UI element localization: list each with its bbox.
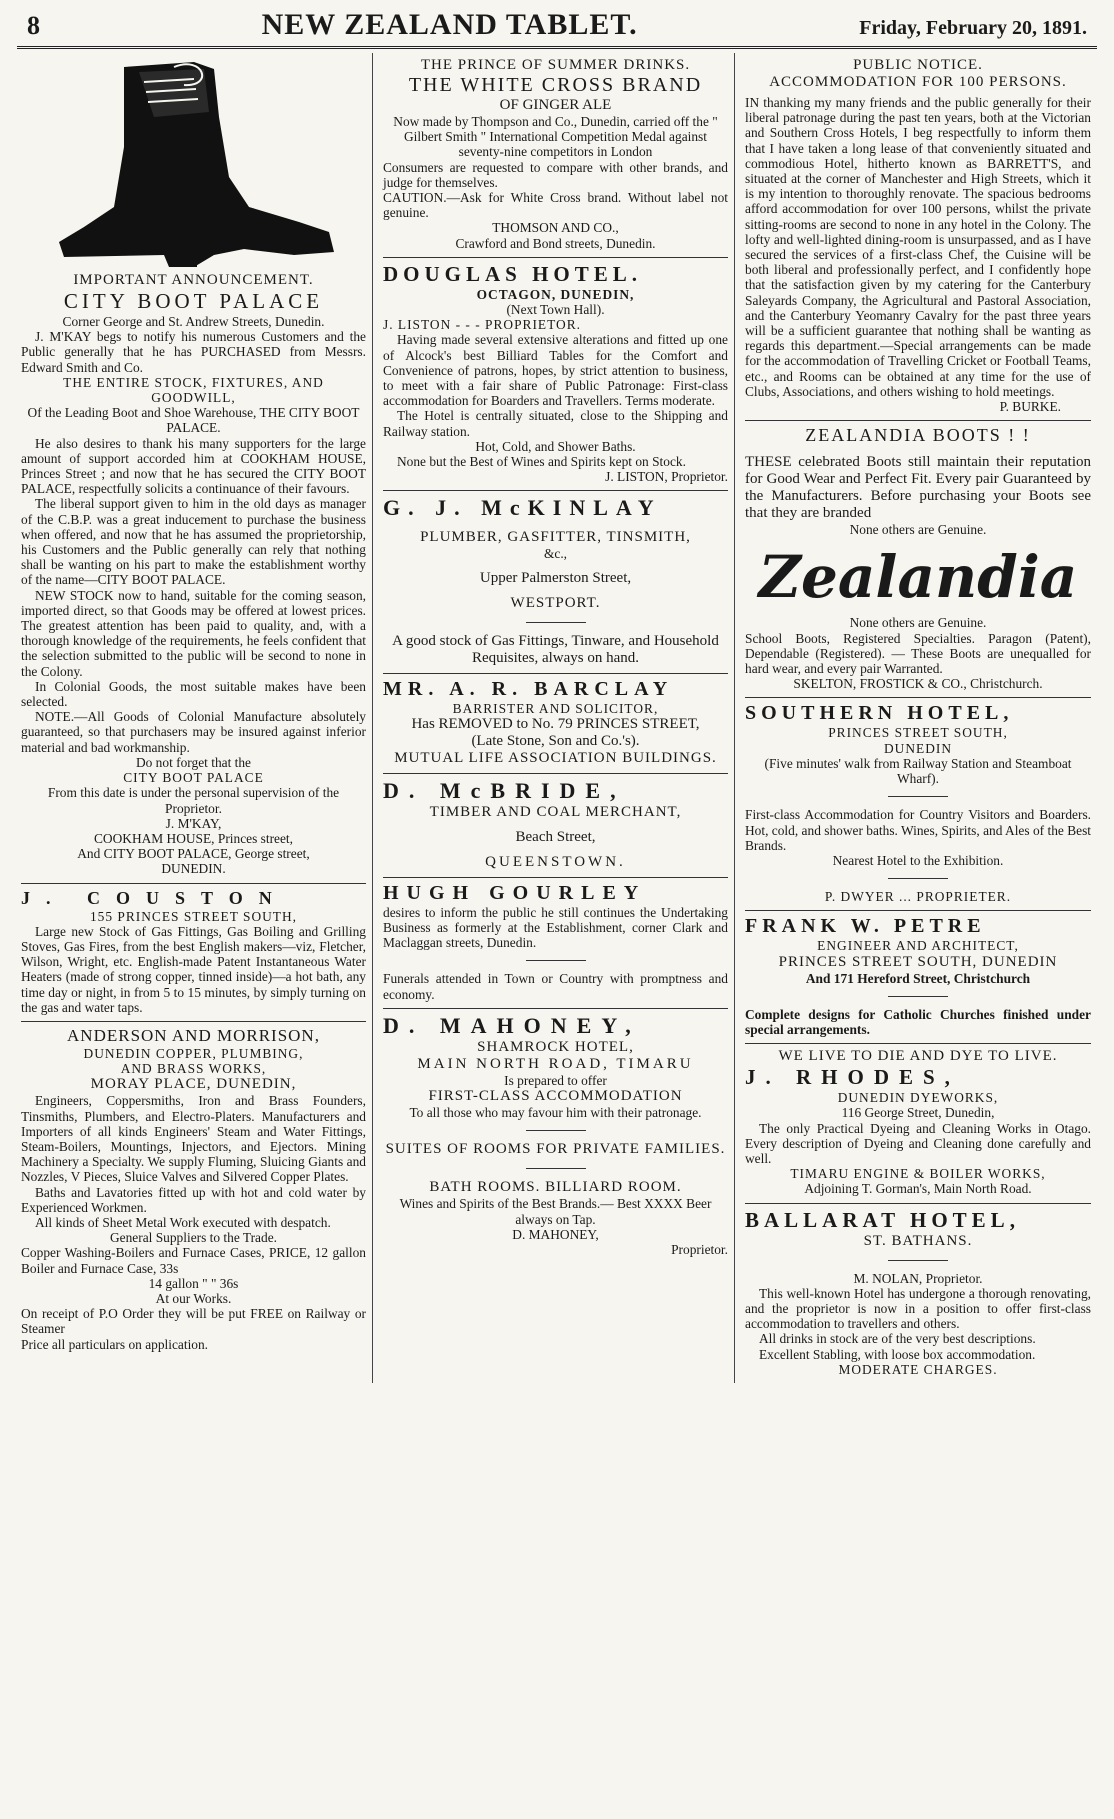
city-boot-title: CITY BOOT PALACE	[63, 289, 324, 313]
mahoney-sub9: D. MAHONEY,	[512, 1226, 599, 1242]
mckinlay-sub2: &c.,	[543, 546, 568, 562]
white-cross-p4: THOMSON AND CO.,	[492, 220, 619, 236]
couston-body: Large new Stock of Gas Fittings, Gas Boiling and Grilling Stoves, Gas Fires, from the best English makers—viz, Fletcher, Wilson, Wright, etc. English-made Patent Instantaneous Water Heaters (made of strong copper, tinned inside)—a hot bath, any time day or night, in from 5 to 15 minutes, by simply turning on the gas and water taps.	[21, 923, 366, 1015]
mckinlay-sub4: WESTPORT.	[510, 594, 601, 611]
gourley-title: HUGH GOURLEY	[383, 881, 647, 904]
rhodes-p2: TIMARU ENGINE & BOILER WORKS,	[790, 1166, 1046, 1182]
southern-title: SOUTHERN HOTEL,	[745, 702, 1014, 725]
issue-date: Friday, February 20, 1891.	[859, 17, 1087, 39]
mahoney-sub4: FIRST-CLASS ACCOMMODATION	[428, 1088, 683, 1105]
mahoney-ad	[383, 1009, 728, 1263]
city-boot-p10: CITY BOOT PALACE	[123, 770, 264, 786]
ballarat-sub2: M. NOLAN, Proprietor.	[853, 1270, 983, 1286]
white-cross-body: Now made by Thompson and Co., Dunedin, carried off the " Gilbert Smith " International Competition Medal against seventy-nine competitors in London	[393, 114, 718, 160]
mcbride-title: D. McBRIDE,	[383, 777, 626, 803]
ballarat-sub1: ST. BATHANS.	[863, 1232, 973, 1249]
southern-p2: Nearest Hotel to the Exhibition.	[832, 852, 1004, 868]
barclay-title: MR. A. R. BARCLAY	[383, 677, 674, 700]
rhodes-sub2: 116 George Street, Dunedin,	[841, 1105, 995, 1121]
barclay-ad	[383, 674, 728, 774]
mckinlay-ad	[383, 491, 728, 673]
white-cross-p5: Crawford and Bond streets, Dunedin.	[455, 235, 656, 251]
zealandia-p1: THESE celebrated Boots still maintain their reputation for Good Wear and Perfect Fit. Every pair Guaranteed by the Manufacturers. Before purchasing your Boots see that they are branded	[745, 454, 1091, 522]
divider	[888, 796, 948, 797]
southern-p1: First-class Accommodation for Country Visitors and Boarders. Hot, cold, and shower baths. Wines, Spirits, and Ales of the Best Brands.	[745, 807, 1091, 853]
zealandia-p5: SKELTON, FROSTICK & CO., Christchurch.	[793, 676, 1043, 692]
newspaper-page	[17, 0, 1097, 1798]
ballarat-title: BALLARAT HOTEL,	[745, 1207, 1020, 1232]
mcbride-sub2: Beach Street,	[515, 828, 596, 845]
anderson-p4: General Suppliers to the Trade.	[110, 1230, 277, 1246]
douglas-hotel-ad	[383, 258, 728, 492]
rhodes-p1: The only Practical Dyeing and Cleaning Works in Otago. Every description of Dyeing and Cleaning done carefully and well.	[745, 1120, 1091, 1166]
mahoney-sub5: To all those who may favour him with their patronage.	[409, 1105, 702, 1121]
public-notice-header: PUBLIC NOTICE.	[853, 57, 983, 73]
mahoney-sub3: Is prepared to offer	[504, 1072, 607, 1088]
petre-p1: Complete designs for Catholic Churches finished under special arrangements.	[745, 1006, 1091, 1037]
douglas-p3: Hot, Cold, and Shower Baths.	[475, 438, 636, 454]
divider	[526, 1168, 586, 1169]
barclay-sub1: BARRISTER AND SOLICITOR,	[452, 700, 659, 716]
southern-p3: P. DWYER ... PROPRIETER.	[824, 889, 1012, 905]
divider	[526, 622, 586, 623]
white-cross-sub: OF GINGER ALE	[499, 97, 612, 113]
mcbride-sub1: TIMBER AND COAL MERCHANT,	[429, 803, 682, 820]
couston-ad	[21, 884, 366, 1022]
rhodes-p3: Adjoining T. Gorman's, Main North Road.	[804, 1181, 1032, 1197]
divider	[888, 878, 948, 879]
public-notice-sub: ACCOMMODATION FOR 100 PERSONS.	[769, 74, 1067, 90]
city-boot-p2: THE ENTIRE STOCK, FIXTURES, AND GOODWILL,	[63, 374, 324, 406]
zealandia-ad	[745, 421, 1091, 698]
column-3	[741, 53, 1097, 1383]
city-boot-p1: J. M'KAY begs to notify his numerous Customers and the Public generally that he has PURCHASED from Messrs. Edward Smith and Co.	[21, 329, 366, 375]
public-notice-ad	[745, 53, 1091, 421]
anderson-sub2: AND BRASS WORKS,	[120, 1061, 267, 1077]
mckinlay-sub1: PLUMBER, GASFITTER, TINSMITH,	[420, 529, 691, 546]
white-cross-header: THE PRINCE OF SUMMER DRINKS.	[420, 57, 691, 73]
gourley-p1: desires to inform the public he still continues the Undertaking Business as formerly at the Establishment, corner Clark and Maclaggan streets, Dunedin.	[383, 904, 728, 951]
city-boot-p6: NEW STOCK now to hand, suitable for the coming season, imported direct, so that Goods may be offered at lowest prices. The greatest attention has been paid to quality, and, with a thorough knowledge of the requirements, he feels confident that the selection submitted to the public will be second to none in the Colony.	[21, 587, 366, 679]
douglas-title: DOUGLAS HOTEL.	[383, 261, 643, 286]
city-boot-p15: DUNEDIN.	[161, 861, 226, 877]
anderson-p3: All kinds of Sheet Metal Work executed with despatch.	[35, 1214, 331, 1230]
mahoney-sub6: SUITES OF ROOMS FOR PRIVATE FAMILIES.	[385, 1141, 726, 1158]
barclay-sub4: MUTUAL LIFE ASSOCIATION BUILDINGS.	[394, 749, 717, 766]
anderson-p7: At our Works.	[155, 1290, 232, 1306]
southern-sub3: (Five minutes' walk from Railway Station and Steamboat Wharf).	[764, 755, 1072, 787]
column-1	[17, 53, 373, 1383]
anderson-p2: Baths and Lavatories fitted up with hot and cold water by Experienced Workmen.	[21, 1184, 366, 1215]
zealandia-p4: School Boots, Registered Specialties. Paragon (Patent), Dependable (Registered). — These Boots are unequalled for hard wear, and every pair Warranted.	[745, 630, 1091, 677]
zealandia-title: ZEALANDIA BOOTS ! !	[805, 425, 1031, 446]
rhodes-title: J. RHODES,	[745, 1065, 960, 1090]
white-cross-p2: Consumers are requested to compare with other brands, and judge for themselves.	[383, 159, 728, 190]
mahoney-sub8: Wines and Spirits of the Best Brands.— Best XXXX Beer always on Tap.	[399, 1196, 712, 1227]
masthead	[17, 8, 1097, 49]
mahoney-sub7: BATH ROOMS. BILLIARD ROOM.	[429, 1179, 682, 1196]
anderson-sub3: MORAY PLACE, DUNEDIN,	[90, 1076, 297, 1093]
douglas-sub2: (Next Town Hall).	[506, 302, 605, 318]
barclay-sub3: (Late Stone, Son and Co.'s).	[471, 732, 640, 749]
couston-title: J. COUSTON	[21, 887, 288, 908]
city-boot-p9: Do not forget that the	[135, 754, 252, 770]
city-boot-p11: From this date is under the personal supervision of the Proprietor.	[47, 785, 340, 816]
couston-address: 155 PRINCES STREET SOUTH,	[89, 908, 298, 924]
city-boot-p5: The liberal support given to him in the old days as manager of the C.B.P. was a great inducement to purchase the business when offered, and now that he has assumed the proprietorship, his Customers and the Public generally can rely that nothing shall be wanting on his part to make the establishment worthy of the name—CITY BOOT PALACE.	[21, 496, 366, 588]
ballarat-p3: Excellent Stabling, with loose box accommodation.	[759, 1346, 1036, 1362]
mahoney-sub2: MAIN NORTH ROAD, TIMARU	[417, 1055, 694, 1072]
petre-ad	[745, 911, 1091, 1044]
boot-illustration	[44, 57, 344, 272]
mcbride-ad	[383, 774, 728, 878]
gourley-ad	[383, 878, 728, 1009]
anderson-morrison-ad	[21, 1022, 366, 1358]
anderson-sub1: DUNEDIN COPPER, PLUMBING,	[83, 1045, 304, 1061]
announcement-heading: IMPORTANT ANNOUNCEMENT.	[73, 272, 314, 288]
city-boot-address: Corner George and St. Andrew Streets, Dunedin.	[62, 314, 325, 329]
divider	[526, 960, 586, 961]
divider	[888, 996, 948, 997]
zealandia-p3: None others are Genuine.	[849, 615, 987, 631]
mahoney-sub10: Proprietor.	[671, 1241, 728, 1257]
gourley-p2: Funerals attended in Town or Country with promptness and economy.	[383, 971, 728, 1002]
petre-sub2: PRINCES STREET SOUTH, DUNEDIN	[778, 953, 1058, 970]
southern-sub1: PRINCES STREET SOUTH,	[828, 725, 1008, 741]
city-boot-p8: NOTE.—All Goods of Colonial Manufacture absolutely guaranteed, so that purchasers may be insured against inferior material and bad workmanship.	[21, 709, 366, 755]
zealandia-logo: Zealandia	[758, 543, 1078, 612]
white-cross-title: THE WHITE CROSS BRAND	[408, 74, 703, 96]
ballarat-hotel-ad	[745, 1204, 1091, 1383]
douglas-p4: None but the Best of Wines and Spirits kept on Stock.	[397, 454, 686, 470]
city-boot-p13: COOKHAM HOUSE, Princes street,	[94, 830, 293, 846]
public-notice-body: IN thanking my many friends and the public generally for their liberal patronage during the past ten years, both at the Victorian and Southern Cross Hotels, I beg respectfully to inform them that I have taken a long lease of that conveniently situated and commodious Hotel, hitherto known as BARRETT'S, and situated at the corner of Manchester and High Streets, which it is my intention to thoroughly renovate. The spacious bedrooms afford accommodation for over 100 persons, whilst the private sitting-rooms are second to none in any hotel in the Colony. The lofty and well-lighted dining-room is unsurpassed, and as I have secured the services of a first-class Chef, the Cuisine will be both liberal and professionally perfect, and I confidently hope that the satisfaction given by my catering for the Canterbury Saleyards Company, the Agricultural and Pastoral Association, and the Canterbury Yeomanry Cavalry for the past three years will be a sufficient guarantee that nothing shall be wanting as regards this department.—Special arrangements can be made for the accommodation of Travelling Cricket or Football Teams, etc., and Rooms can be obtained at any time for the use of Clubs, Associations, and others wishing to hold meetings.	[745, 95, 1091, 399]
city-boot-p7: In Colonial Goods, the most suitable makes have been selected.	[21, 678, 366, 710]
anderson-title: ANDERSON AND MORRISON,	[67, 1025, 320, 1045]
ballarat-p1: This well-known Hotel has undergone a thorough renovating, and the proprietor is now in a position to offer first-class accommodation to travellers and others.	[745, 1285, 1091, 1332]
divider	[526, 1130, 586, 1131]
southern-sub2: DUNEDIN	[884, 740, 952, 756]
douglas-prop: J. LISTON - - - PROPRIETOR.	[383, 317, 581, 333]
mahoney-title: D. MAHONEY,	[383, 1012, 641, 1038]
mckinlay-p1: A good stock of Gas Fittings, Tinware, and Household Requisites, always on hand.	[392, 632, 719, 666]
anderson-p5: Copper Washing-Boilers and Furnace Cases, PRICE, 12 gallon Boiler and Furnace Case, 33s	[21, 1245, 366, 1276]
mckinlay-sub3: Upper Palmerston Street,	[479, 569, 632, 586]
petre-sub3: And 171 Hereford Street, Christchurch	[805, 970, 1031, 986]
public-notice-sign: P. BURKE.	[999, 399, 1061, 415]
city-boot-palace-ad	[21, 53, 366, 884]
southern-hotel-ad	[745, 698, 1091, 911]
rhodes-ad	[745, 1044, 1091, 1203]
petre-sub1: ENGINEER AND ARCHITECT,	[817, 938, 1019, 954]
anderson-p1: Engineers, Coppersmiths, Iron and Brass Founders, Tinsmiths, Plumbers, and Electro-Platers. Manufacturers and Importers of all kinds Engineers' Steam and Water Fittings, Steam-Boilers, Mountings, Injectors, and Ejectors. Mining Machinery a Specialty. We supply Fluming, Sluicing Giants and Nozzles, V Pieces, Sluice Valves and Silvered Copper Plates.	[21, 1093, 366, 1185]
white-cross-ad	[383, 53, 728, 258]
douglas-p2: The Hotel is centrally situated, close to the Shipping and Railway station.	[383, 408, 728, 439]
divider	[888, 1260, 948, 1261]
city-boot-p14: And CITY BOOT PALACE, George street,	[77, 846, 310, 862]
rhodes-sub1: DUNEDIN DYEWORKS,	[837, 1090, 999, 1106]
anderson-p6: 14 gallon " " 36s	[148, 1275, 239, 1291]
ballarat-p2: All drinks in stock are of the very best descriptions.	[759, 1331, 1036, 1347]
petre-title: FRANK W. PETRE	[745, 915, 986, 938]
douglas-p5: J. LISTON, Proprietor.	[605, 469, 728, 485]
barclay-sub2: Has REMOVED to No. 79 PRINCES STREET,	[411, 715, 700, 732]
newspaper-title: NEW ZEALAND TABLET.	[261, 8, 638, 41]
zealandia-p2: None others are Genuine.	[849, 522, 987, 538]
city-boot-p12: J. M'KAY,	[165, 815, 222, 831]
mckinlay-title: G. J. McKINLAY	[383, 495, 662, 521]
douglas-sub1: OCTAGON, DUNEDIN,	[476, 286, 635, 302]
mahoney-sub1: SHAMROCK HOTEL,	[477, 1038, 634, 1055]
mcbride-sub3: QUEENSTOWN.	[485, 853, 626, 870]
city-boot-p3: Of the Leading Boot and Shoe Warehouse, THE CITY BOOT PALACE.	[27, 405, 360, 436]
column-2	[379, 53, 735, 1383]
city-boot-p4: He also desires to thank his many supporters for the large amount of support accorded him at COOKHAM HOUSE, Princes Street ; and now that he has secured the CITY BOOT PALACE, respectfully solicits a continuance of their favours.	[21, 435, 366, 497]
ballarat-p4: MODERATE CHARGES.	[838, 1361, 998, 1377]
douglas-p1: Having made several extensive alterations and fitted up one of Alcock's best Billiard Tables for the Comfort and Convenience of patrons, hopes, by strict attention to business, to meet with a fair share of Public Patronage: First-class accommodation for Boarders and Travellers. Terms moderate.	[383, 332, 728, 409]
anderson-p9: Price all particulars on application.	[21, 1336, 209, 1352]
white-cross-p3: CAUTION.—Ask for White Cross brand. Without label not genuine.	[383, 190, 728, 221]
page-number: 8	[27, 11, 40, 40]
anderson-p8: On receipt of P.O Order they will be put FREE on Railway or Steamer	[21, 1306, 366, 1337]
rhodes-header: WE LIVE TO DIE AND DYE TO LIVE.	[778, 1048, 1058, 1065]
